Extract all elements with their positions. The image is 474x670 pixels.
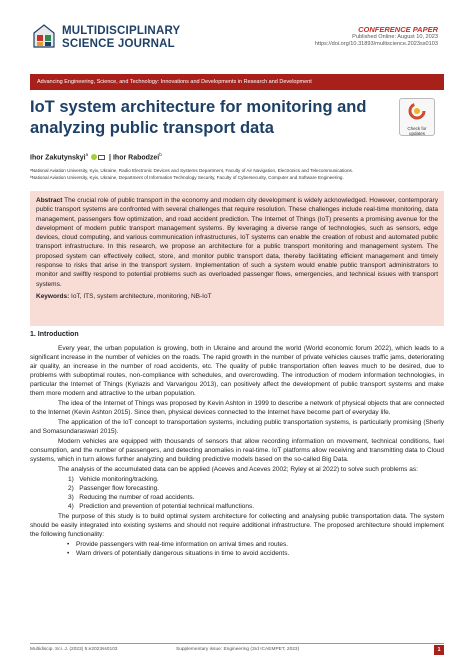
- paragraph: The purpose of this study is to build optimal system architecture for collecting and analysing public transportation data. The system should be easily integrated into existing systems and should not require additional infrastructure. The proposed architecture should implement the following functionality:: [30, 513, 444, 538]
- doi-link[interactable]: https://doi.org/10.31893/multiscience.2023ss0103: [314, 41, 438, 47]
- paragraph: Modern vehicles are equipped with thousands of sensors that allow recording information on movement, technical conditions, fuel consumption, and the number of passengers, and detecting anomalies in real-time. IoT platforms allow receiving and transmitting data to Cloud systems, which in turn allows further analyzing and building predictive models based on the so-called Big Data.: [30, 438, 444, 463]
- keywords-list: IoT, ITS, system architecture, monitoring, NB-IoT: [71, 292, 212, 300]
- affiliations: [30, 167, 444, 181]
- page-number: 1: [434, 645, 444, 655]
- page-footer: [30, 643, 444, 655]
- theme-banner: Advancing Engineering, Science, and Technology: Innovations and Developments in Research and Development: [30, 74, 444, 90]
- list-item: 2) Passenger flow forecasting.: [68, 485, 160, 492]
- published-date: Published Online: August 10, 2023: [352, 34, 438, 40]
- check-for-updates-button[interactable]: [399, 98, 435, 136]
- abstract-label: Abstract: [36, 197, 63, 204]
- conference-label: CONFERENCE PAPER: [358, 25, 438, 34]
- paper-title: IoT system architecture for monitoring and analyzing public transport data: [30, 98, 367, 137]
- affiliation-line: ᵇNational Aviation University, Kyiv, Ukraine, Department of Information Technology Security, Faculty of Cybersecurity, Computer and Software Engineering.: [30, 175, 344, 180]
- author-name[interactable]: Ihor Rabodzei: [112, 154, 160, 162]
- list-item: 1) Vehicle monitoring/tracking.: [68, 476, 159, 483]
- author-name[interactable]: Ihor Zakutynskyi: [30, 154, 86, 162]
- journal-name-line2: SCIENCE JOURNAL: [62, 38, 175, 50]
- author-list: [30, 152, 162, 161]
- orcid-icon[interactable]: [91, 154, 97, 160]
- author-affil-marker: b: [159, 152, 162, 157]
- paragraph: The application of the IoT concept to transportation systems, including public transportation systems, is particularly promising (Sherly and Somasundaraswari 2015).: [30, 419, 444, 435]
- journal-name-line1: MULTIDISCIPLINARY: [62, 25, 181, 37]
- email-icon[interactable]: [98, 155, 105, 160]
- list-item: 3) Reducing the number of road accidents.: [68, 494, 195, 501]
- keywords: [36, 292, 438, 301]
- abstract-body: The crucial role of public transport in the economy and modern city development is widely acknowledged. However, contemporary public transport systems are confronted with several challenges that require resolution. These challenges include real-time monitoring, data management, passengers flow optimization, and road accident prediction. The Internet of Things (IoT) presents a promising avenue for the development of modern public transport management systems. By leveraging a diverse range of technologies, such as sensors, edge devices, cloud computing, and various communication infrastructures, IoT systems can enable the creation of robust and automated public transport infrastructure. In this research, we propose an architecture for a public transport monitoring and management system. The proposed system can effectively collect, store, and monitor public transport data, thereby facilitating efficient management and timely response to risks that arise in the transport system. Implementation of such a system would enable public transport administrators to monitor and swiftly respond to potential problems such as overloaded passenger flows, emergencies, and technical issues with transport systems.: [36, 197, 438, 288]
- section-heading: 1. Introduction: [30, 331, 79, 338]
- paragraph: Every year, the urban population is growing, both in Ukraine and around the world (World economic forum 2022), which leads to a significant increase in the number of vehicles on the roads. The rapid growth in the number of private vehicles causes traffic jams, deteriorating air quality, an increase in the number of road accidents, etc. The quality of public transportation often leaves much to be desired, due to problems with suboptimal routes, non-compliance with schedules, and overcrowding. The introduction of modern information technologies, in particular the Internet of Things (Kyriazis and Varvarigou 2013), can positively affect the development of public transport systems and make them more modern and attractive to the urban population.: [30, 345, 444, 397]
- journal-logo-icon: [31, 24, 57, 50]
- footer-citation: Multidiscip. Sci. J. (2023) 5:e2023ss0103: [30, 647, 118, 652]
- keywords-label: Keywords:: [36, 292, 70, 300]
- author-affil-marker: a: [85, 152, 89, 157]
- footer-supplement: Supplementary issue: Engineering (3rd ICAEMPET, 2023): [176, 647, 300, 652]
- page-header: [0, 0, 474, 74]
- body-text: [30, 344, 444, 558]
- conference-info: [315, 26, 438, 48]
- abstract-text: [36, 196, 438, 289]
- list-item: 4) Prediction and prevention of potential technical malfunctions.: [68, 503, 255, 510]
- author-separator: |: [107, 154, 113, 162]
- numbered-list: [68, 475, 444, 511]
- check-for-updates-line2: updates: [408, 131, 425, 136]
- check-for-updates-line1: Check for: [407, 126, 427, 131]
- paragraph: The analysis of the accumulated data can be applied (Aceves and Aceves 2002; Ryley et al 2022) to solve such problems as:: [58, 466, 418, 473]
- paragraph: The idea of the Internet of Things was proposed by Kevin Ashton in 1999 to describe a network of physical objects that are connected to the Internet (Kevin Ashton 2015). Since then, physical devices connected to the Internet have become part of everyday life.: [30, 400, 444, 416]
- abstract-box: [30, 191, 444, 326]
- bullet-item: • Warn drivers of potentially dangerous situations in time to avoid accidents.: [76, 549, 444, 558]
- check-for-updates-icon: [408, 102, 426, 120]
- bullet-item: • Provide passengers with real-time information on arrival times and routes.: [76, 540, 444, 549]
- journal-name[interactable]: [62, 25, 180, 51]
- bullet-list: [76, 540, 444, 558]
- affiliation-line: ᵃNational Aviation University, Kyiv, Ukraine, Radio Electronic Devices and Systems Department, Faculty of Air Navigation, Electronics and Telecommunications.: [30, 168, 354, 173]
